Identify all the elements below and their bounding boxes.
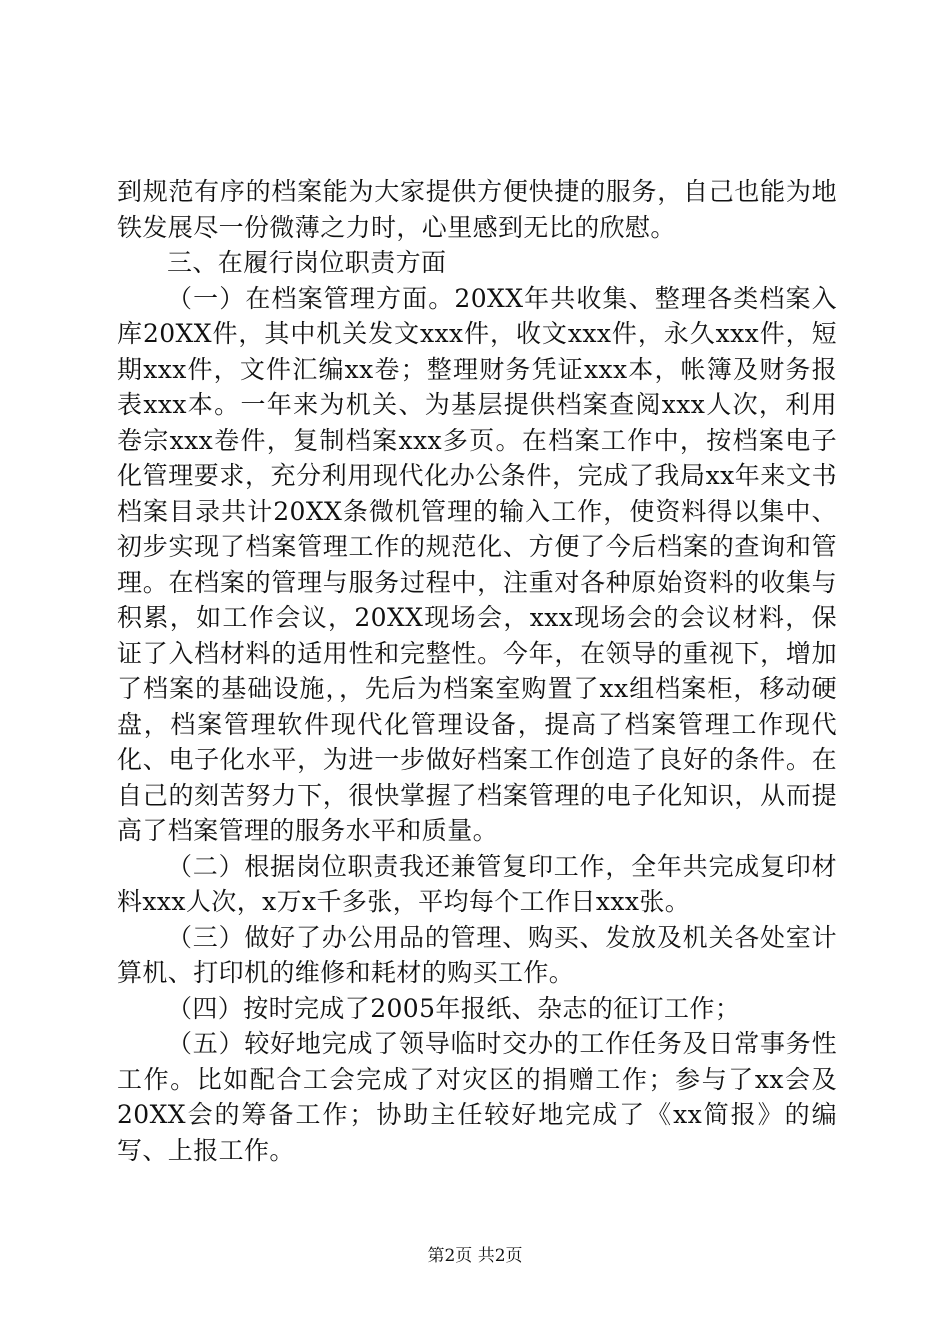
paragraph-other-duties: （五）较好地完成了领导临时交办的工作任务及日常事务性工作。比如配合工会完成了对灾区的捐赠工作；参与了xx会及20XX会的筹备工作；协助主任较好地完成了《xx简报》的编写、上报工作。 bbox=[117, 1029, 837, 1165]
paragraph-photocopy-work: （二）根据岗位职责我还兼管复印工作，全年共完成复印材料xxx人次，x万x千多张，平均每个工作日xxx张。 bbox=[117, 851, 837, 916]
paragraph-office-supplies: （三）做好了办公用品的管理、购买、发放及机关各处室计算机、打印机的维修和耗材的购买工作。 bbox=[117, 922, 837, 987]
paragraph-continuation: 到规范有序的档案能为大家提供方便快捷的服务，自己也能为地铁发展尽一份微薄之力时，心里感到无比的欣慰。 bbox=[117, 177, 837, 242]
document-body bbox=[117, 174, 837, 1168]
section-heading: 三、在履行岗位职责方面 bbox=[167, 248, 447, 277]
paragraph-archive-management: （一）在档案管理方面。20XX年共收集、整理各类档案入库20XX件，其中机关发文xxx件，收文xxx件，永久xxx件，短期xxx件，文件汇编xx卷；整理财务凭证xxx本，帐簿及财务报表xxx本。一年来为机关、为基层提供档案查阅xxx人次，利用卷宗xxx卷件，复制档案xxx多页。在档案工作中，按档案电子化管理要求，充分利用现代化办公条件，完成了我局xx年来文书档案目录共计20XX条微机管理的输入工作，使资料得以集中、初步实现了档案管理工作的规范化、方便了今后档案的查询和管理。在档案的管理与服务过程中，注重对各种原始资料的收集与积累，如工作会议，20XX现场会，xxx现场会的会议材料，保证了入档材料的适用性和完整性。今年，在领导的重视下，增加了档案的基础设施，，先后为档案室购置了xx组档案柜，移动硬盘，档案管理软件现代化管理设备，提高了档案管理工作现代化、电子化水平，为进一步做好档案工作创造了良好的条件。在自己的刻苦努力下，很快掌握了档案管理的电子化知识，从而提高了档案管理的服务水平和质量。 bbox=[117, 283, 837, 845]
paragraph-subscriptions: （四）按时完成了2005年报纸、杂志的征订工作； bbox=[167, 993, 741, 1023]
page-number-footer: 第2页 共2页 bbox=[427, 1246, 523, 1266]
